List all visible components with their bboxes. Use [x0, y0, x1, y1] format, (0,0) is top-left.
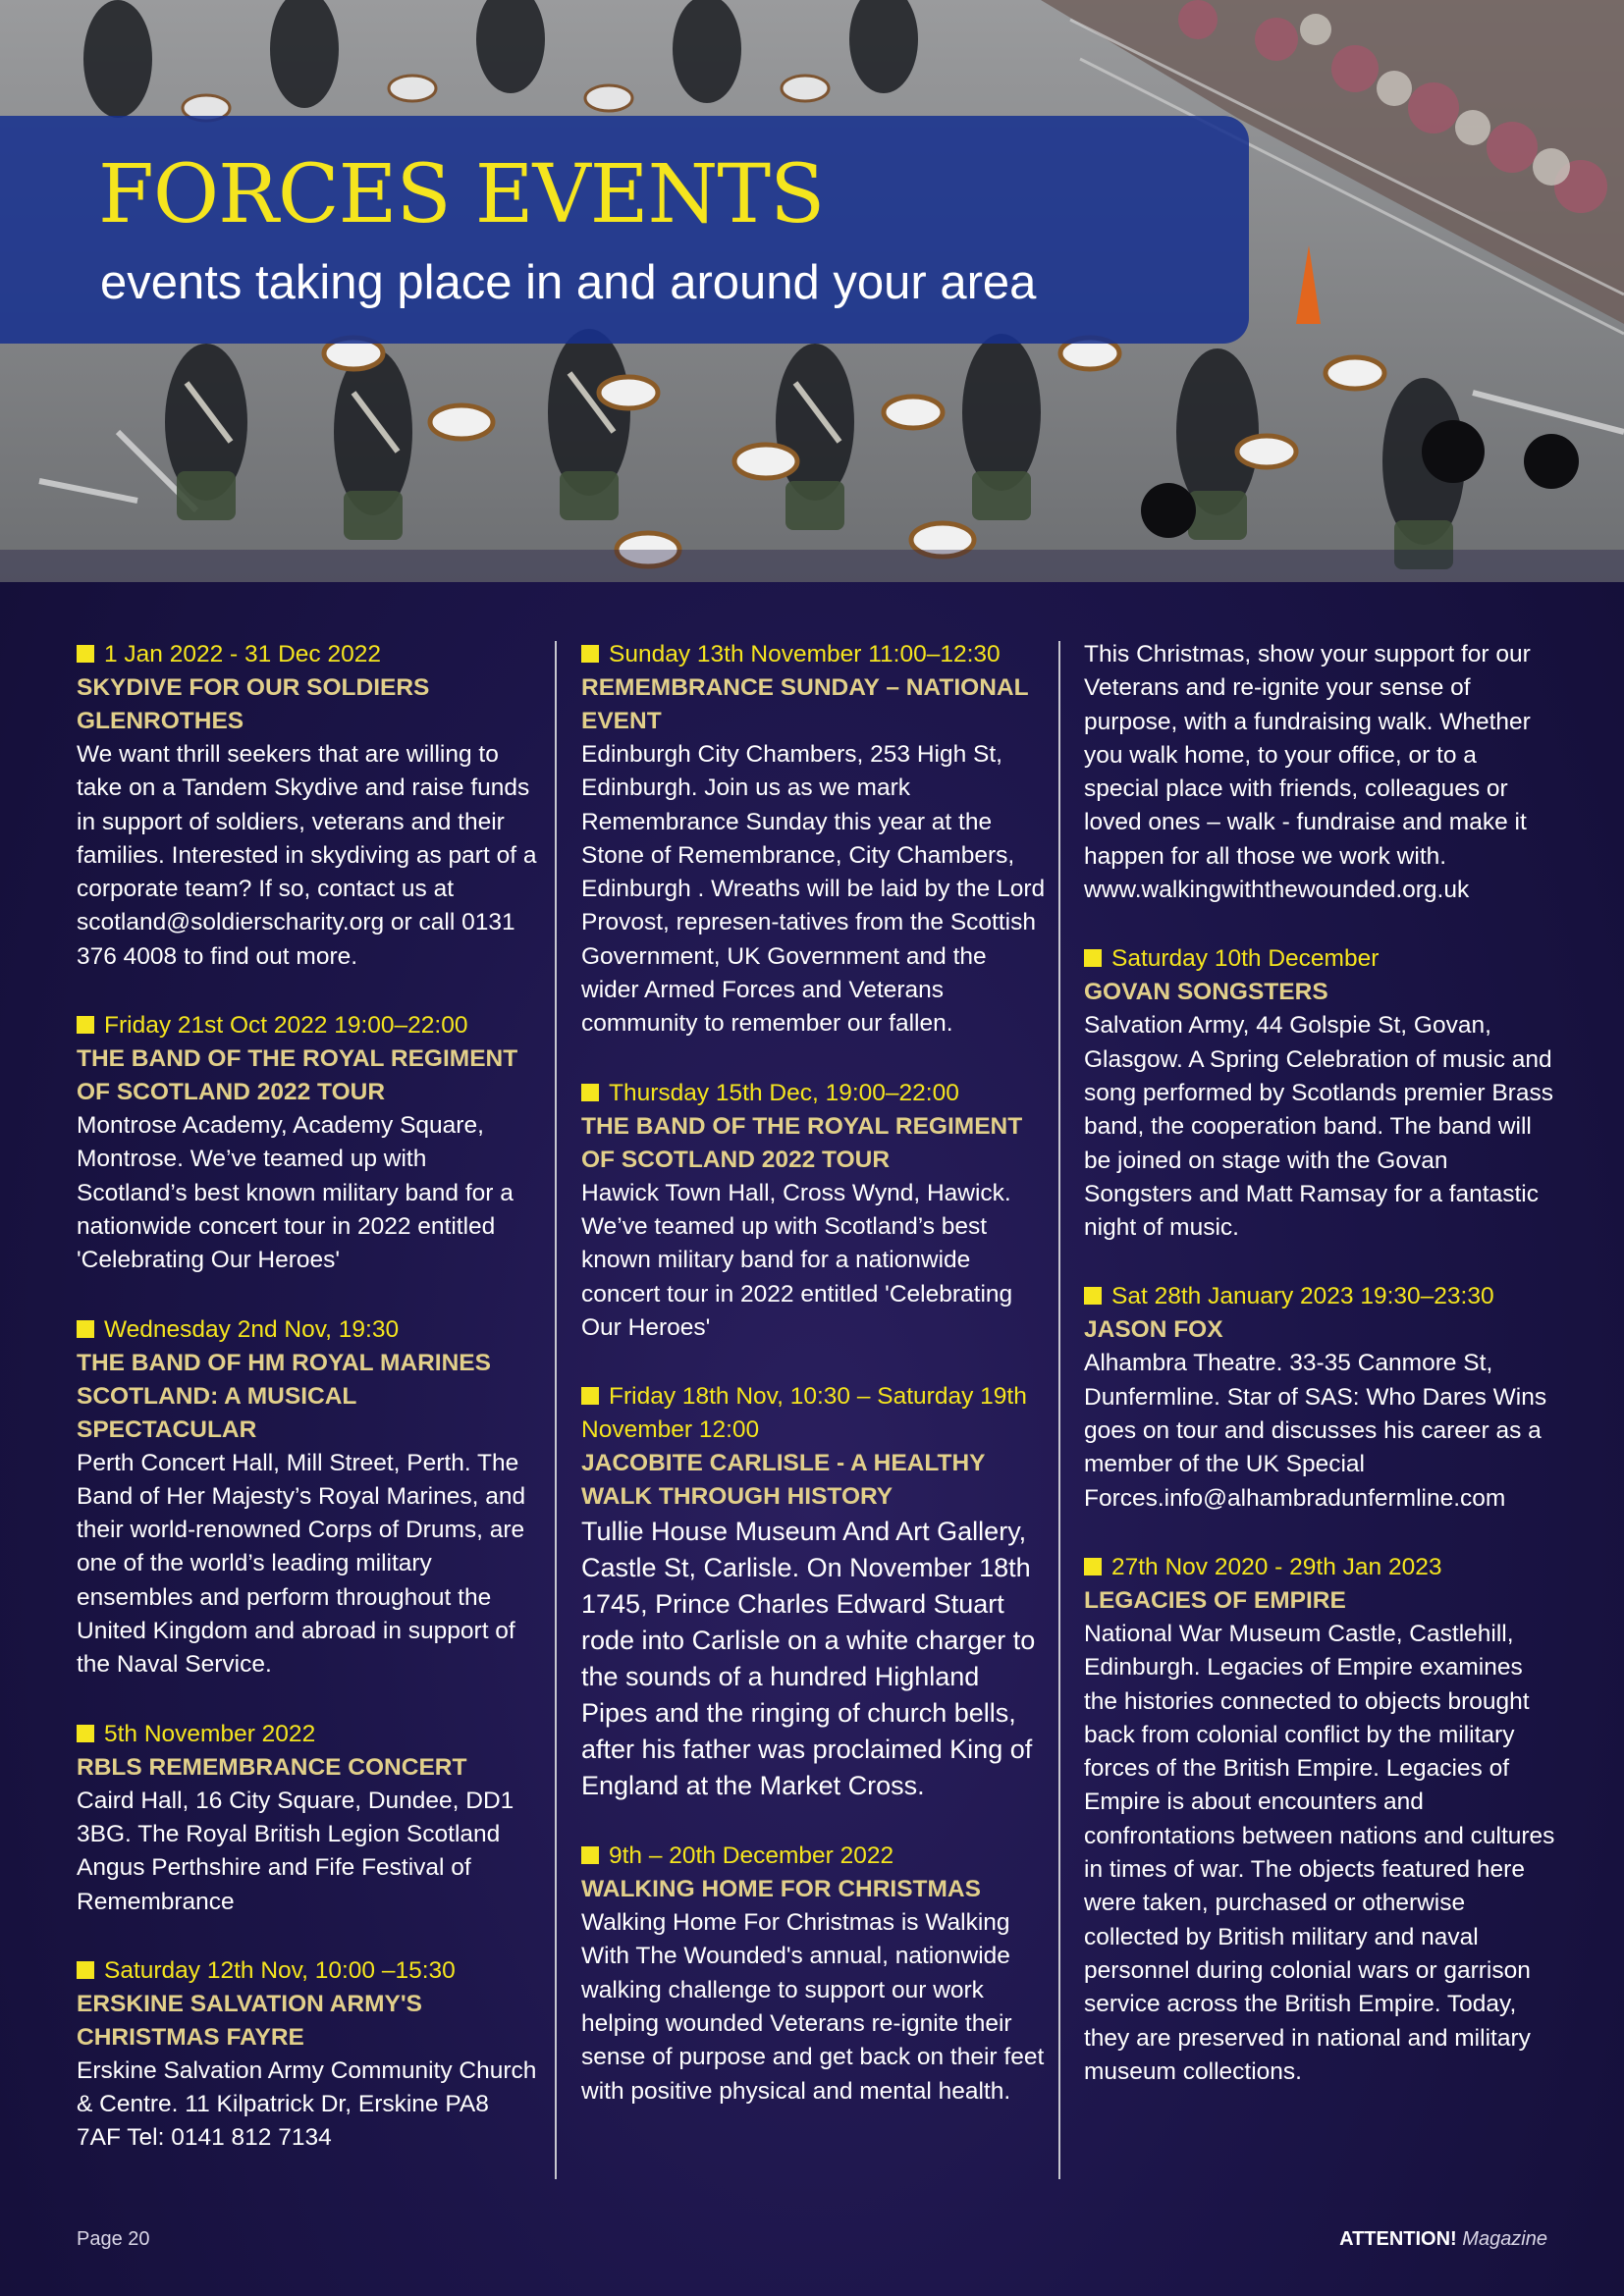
event-date: 1 Jan 2022 - 31 Dec 2022 — [77, 638, 538, 671]
event-date: 9th – 20th December 2022 — [581, 1840, 1048, 1873]
event-continuation — [1084, 638, 1555, 907]
event-item — [581, 638, 1048, 1041]
event-description: National War Museum Castle, Castlehill, Edinburgh. Legacies of Empire examines the histories connected to objects brought back from colonial conflict by the military forces of the British Empire. Legacies of Empire is about encounters and confrontations between nations and cultures in times of war. The objects featured here were taken, purchased or otherwise collected by British military and naval personnel during colonial wars or garrison service across the British Empire. Today, they are preserved in national and military museum collections. — [1084, 1620, 1555, 2085]
event-date: Thursday 15th Dec, 19:00–22:00 — [581, 1077, 1048, 1110]
bullet-square-icon — [77, 1725, 94, 1742]
event-title: THE BAND OF THE ROYAL REGIMENT OF SCOTLAND 2022 TOUR — [77, 1045, 518, 1106]
event-date: Friday 21st Oct 2022 19:00–22:00 — [77, 1009, 538, 1042]
event-item — [581, 1077, 1048, 1345]
event-title: GOVAN SONGSTERS — [1084, 979, 1328, 1006]
hero-image — [0, 0, 1624, 582]
event-item — [77, 638, 538, 974]
event-title: JACOBITE CARLISLE - A HEALTHY WALK THROUGH HISTORY — [581, 1450, 986, 1511]
events-column-3 — [1084, 638, 1555, 2124]
event-title: THE BAND OF HM ROYAL MARINES SCOTLAND: A MUSICAL SPECTACULAR — [77, 1349, 491, 1443]
event-description: We want thrill seekers that are willing to take on a Tandem Skydive and raise funds in support of soldiers, veterans and their families. Interested in skydiving as part of a corporate team? If so, contact us at scotland@soldierscharity.org or call 0131 376 4008 to find out more. — [77, 741, 537, 970]
bullet-square-icon — [581, 645, 599, 663]
event-description: Perth Concert Hall, Mill Street, Perth. The Band of Her Majesty’s Royal Marines, and their world-renowned Corps of Drums, are one of the world’s leading military ensembles and perform throughout the United Kingdom and abroad in support of the Naval Service. — [77, 1449, 526, 1679]
column-divider — [555, 641, 557, 2179]
event-date: Saturday 12th Nov, 10:00 –15:30 — [77, 1954, 538, 1988]
bullet-square-icon — [581, 1084, 599, 1101]
event-title: THE BAND OF THE ROYAL REGIMENT OF SCOTLAND 2022 TOUR — [581, 1112, 1023, 1173]
event-date: 27th Nov 2020 - 29th Jan 2023 — [1084, 1551, 1555, 1584]
event-title: RBLS REMEMBRANCE CONCERT — [77, 1753, 467, 1781]
event-title: REMEMBRANCE SUNDAY – NATIONAL EVENT — [581, 674, 1029, 734]
event-date: Sat 28th January 2023 19:30–23:30 — [1084, 1280, 1555, 1313]
event-description: Walking Home For Christmas is Walking With The Wounded's annual, nationwide walking challenge to support our work helping wounded Veterans re-ignite their sense of purpose and get back on their feet with positive physical and mental health. — [581, 1909, 1045, 2105]
event-item — [77, 1009, 538, 1277]
magazine-brand — [1339, 2228, 1547, 2251]
event-title: JASON FOX — [1084, 1316, 1223, 1344]
bullet-square-icon — [77, 1016, 94, 1034]
event-date: Friday 18th Nov, 10:30 – Saturday 19th November 12:00 — [581, 1383, 1027, 1444]
event-item — [581, 1380, 1048, 1804]
column-divider — [1058, 641, 1060, 2179]
event-item — [1084, 942, 1555, 1245]
event-description: Edinburgh City Chambers, 253 High St, Edinburgh. Join us as we mark Remembrance Sunday this year at the Stone of Remembrance, City Chambers, Edinburgh . Wreaths will be laid by the Lord Provost, represen-tatives from the Scottish Government, UK Government and the wider Armed Forces and Veterans community to remember our fallen. — [581, 741, 1046, 1038]
event-item — [1084, 1551, 1555, 2089]
events-column-1 — [77, 638, 538, 2191]
bullet-square-icon — [581, 1387, 599, 1405]
event-title: LEGACIES OF EMPIRE — [1084, 1586, 1346, 1614]
brand-name: ATTENTION! — [1339, 2228, 1457, 2250]
bullet-square-icon — [77, 1320, 94, 1338]
event-description: This Christmas, show your support for our Veterans and re-ignite your sense of purpose, with a fundraising walk. Whether you walk home, to your office, or to a special place with friends, colleagues or loved ones – walk - fundraise and make it happen for all those we work with. www.walkingwiththewounded.org.uk — [1084, 641, 1531, 904]
event-description: Tullie House Museum And Art Gallery, Castle St, Carlisle. On November 18th 1745, Prince Charles Edward Stuart rode into Carlisle on a white charger to the sounds of a hundred Highland Pipes and the ringing of church bells, after his father was proclaimed King of England at the Market Cross. — [581, 1517, 1036, 1801]
event-date: 5th November 2022 — [77, 1718, 538, 1751]
event-date: Saturday 10th December — [1084, 942, 1555, 976]
event-description: Caird Hall, 16 City Square, Dundee, DD1 3BG. The Royal British Legion Scotland Angus Perthshire and Fife Festival of Remembrance — [77, 1787, 514, 1915]
event-description: Salvation Army, 44 Golspie St, Govan, Glasgow. A Spring Celebration of music and song performed by Scotlands premier Brass band, the cooperation band. The band will be joined on stage with the Govan Songsters and Matt Ramsay for a fantastic night of music. — [1084, 1012, 1553, 1242]
event-item — [581, 1840, 1048, 2109]
event-date: Sunday 13th November 11:00–12:30 — [581, 638, 1048, 671]
event-title: ERSKINE SALVATION ARMY'S CHRISTMAS FAYRE — [77, 1990, 423, 2051]
event-item — [77, 1718, 538, 1919]
event-description: Erskine Salvation Army Community Church & Centre. 11 Kilpatrick Dr, Erskine PA8 7AF Tel: 0141 812 7134 — [77, 2056, 537, 2152]
bullet-square-icon — [1084, 949, 1102, 967]
page-title: FORCES EVENTS — [98, 148, 825, 241]
event-item — [77, 1313, 538, 1682]
event-title: SKYDIVE FOR OUR SOLDIERS GLENROTHES — [77, 674, 430, 734]
brand-suffix: Magazine — [1462, 2228, 1547, 2250]
bullet-square-icon — [581, 1846, 599, 1864]
event-description: Hawick Town Hall, Cross Wynd, Hawick. We’ve teamed up with Scotland’s best known military band for a nationwide concert tour in 2022 entitled 'Celebrating Our Heroes' — [581, 1179, 1013, 1341]
bullet-square-icon — [77, 1961, 94, 1979]
bullet-square-icon — [77, 645, 94, 663]
event-description: Montrose Academy, Academy Square, Montrose. We’ve teamed up with Scotland’s best known military band for a nationwide concert tour in 2022 entitled 'Celebrating Our Heroes' — [77, 1112, 514, 1274]
event-title: WALKING HOME FOR CHRISTMAS — [581, 1876, 981, 1903]
event-item — [1084, 1280, 1555, 1515]
event-description: Alhambra Theatre. 33-35 Canmore St, Dunfermline. Star of SAS: Who Dares Wins goes on tour and discusses his career as a member of the UK Special Forces.info@alhambradunfermline.com — [1084, 1350, 1547, 1512]
bullet-square-icon — [1084, 1287, 1102, 1305]
page-subtitle: events taking place in and around your area — [100, 256, 1037, 309]
event-date: Wednesday 2nd Nov, 19:30 — [77, 1313, 538, 1347]
page-number: Page 20 — [77, 2228, 150, 2250]
event-item — [77, 1954, 538, 2156]
events-column-2 — [581, 638, 1048, 2144]
bullet-square-icon — [1084, 1558, 1102, 1575]
